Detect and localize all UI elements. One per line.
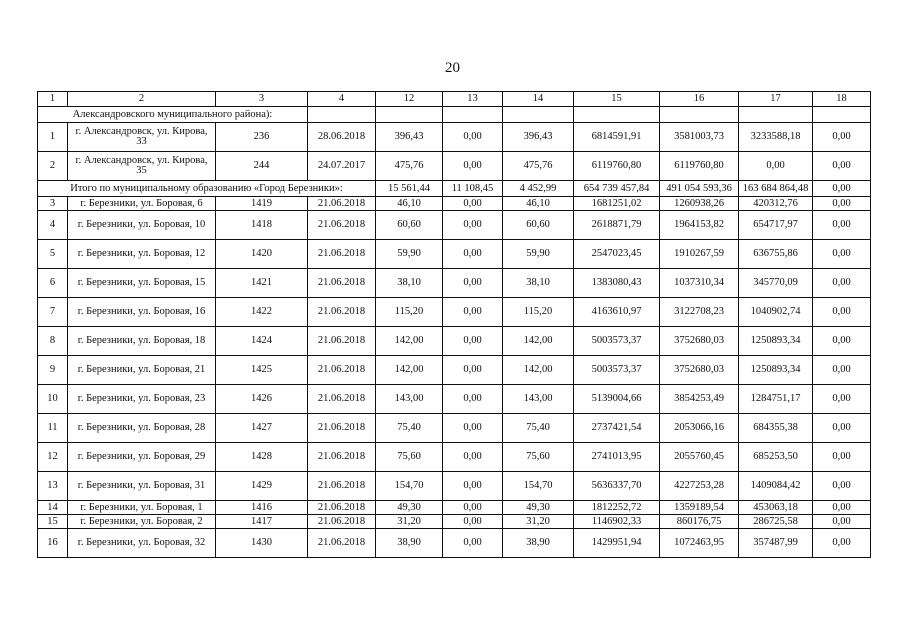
row-number-cell: 8 [38, 327, 68, 356]
value-cell: 0,00 [443, 298, 503, 327]
header-cell: 14 [503, 92, 574, 107]
value-cell: 1072463,95 [660, 529, 739, 558]
value-cell: 21.06.2018 [308, 385, 376, 414]
address-cell: г. Березники, ул. Боровая, 2 [68, 515, 216, 529]
value-cell: 115,20 [503, 298, 574, 327]
header-cell: 12 [376, 92, 443, 107]
value-cell: 0,00 [813, 269, 871, 298]
value-cell: 0,00 [443, 240, 503, 269]
value-cell: 0,00 [443, 443, 503, 472]
value-cell: 0,00 [813, 515, 871, 529]
table-row [38, 515, 871, 529]
address-cell: г. Березники, ул. Боровая, 29 [68, 443, 216, 472]
value-cell: 286725,58 [739, 515, 813, 529]
value-cell: 143,00 [503, 385, 574, 414]
value-cell: 2618871,79 [574, 211, 660, 240]
value-cell: 0,00 [443, 327, 503, 356]
value-cell: 5003573,37 [574, 327, 660, 356]
value-cell: 453063,18 [739, 501, 813, 515]
value-cell: 59,90 [503, 240, 574, 269]
value-cell: 1420 [216, 240, 308, 269]
value-cell: 685253,50 [739, 443, 813, 472]
table-row [38, 529, 871, 558]
row-number-cell: 5 [38, 240, 68, 269]
row-number-cell: 12 [38, 443, 68, 472]
total-value-cell: 0,00 [813, 181, 871, 197]
value-cell: 2737421,54 [574, 414, 660, 443]
value-cell: 5139004,66 [574, 385, 660, 414]
value-cell: 24.07.2017 [308, 152, 376, 181]
value-cell: 38,90 [376, 529, 443, 558]
value-cell: 1418 [216, 211, 308, 240]
value-cell: 21.06.2018 [308, 269, 376, 298]
total-label: Итого по муниципальному образованию «Город Березники»: [38, 181, 376, 197]
header-cell: 2 [68, 92, 216, 107]
header-cell: 18 [813, 92, 871, 107]
value-cell: 0,00 [813, 414, 871, 443]
value-cell: 654717,97 [739, 211, 813, 240]
row-number-cell: 13 [38, 472, 68, 501]
value-cell: 236 [216, 123, 308, 152]
total-value-cell: 11 108,45 [443, 181, 503, 197]
value-cell: 1910267,59 [660, 240, 739, 269]
table-row [38, 414, 871, 443]
value-cell: 46,10 [503, 197, 574, 211]
value-cell: 1419 [216, 197, 308, 211]
row-number-cell: 6 [38, 269, 68, 298]
header-cell: 4 [308, 92, 376, 107]
value-cell: 0,00 [813, 240, 871, 269]
row-number-cell: 11 [38, 414, 68, 443]
value-cell: 21.06.2018 [308, 240, 376, 269]
table-row [38, 443, 871, 472]
value-cell: 1964153,82 [660, 211, 739, 240]
header-cell: 1 [38, 92, 68, 107]
value-cell: 3122708,23 [660, 298, 739, 327]
value-cell: 28.06.2018 [308, 123, 376, 152]
header-cell: 16 [660, 92, 739, 107]
value-cell: 60,60 [376, 211, 443, 240]
row-number-cell: 7 [38, 298, 68, 327]
value-cell: 636755,86 [739, 240, 813, 269]
value-cell: 75,40 [376, 414, 443, 443]
value-cell: 5636337,70 [574, 472, 660, 501]
table-row [38, 269, 871, 298]
value-cell: 0,00 [813, 501, 871, 515]
value-cell: 60,60 [503, 211, 574, 240]
table-row [38, 472, 871, 501]
row-number-cell: 4 [38, 211, 68, 240]
value-cell: 0,00 [443, 152, 503, 181]
address-cell: г. Березники, ул. Боровая, 28 [68, 414, 216, 443]
value-cell: 21.06.2018 [308, 472, 376, 501]
value-cell: 3854253,49 [660, 385, 739, 414]
section-title: Александровского муниципального района): [38, 107, 308, 123]
value-cell: 1812252,72 [574, 501, 660, 515]
value-cell: 860176,75 [660, 515, 739, 529]
row-number-cell: 16 [38, 529, 68, 558]
value-cell: 38,90 [503, 529, 574, 558]
section-title-row [38, 107, 871, 123]
row-number-cell: 9 [38, 356, 68, 385]
value-cell: 1429 [216, 472, 308, 501]
table-row [38, 385, 871, 414]
value-cell: 21.06.2018 [308, 414, 376, 443]
value-cell: 0,00 [443, 123, 503, 152]
value-cell: 0,00 [443, 529, 503, 558]
value-cell: 1425 [216, 356, 308, 385]
value-cell: 142,00 [376, 327, 443, 356]
value-cell: 2547023,45 [574, 240, 660, 269]
value-cell: 1284751,17 [739, 385, 813, 414]
value-cell: 75,40 [503, 414, 574, 443]
value-cell: 75,60 [503, 443, 574, 472]
value-cell: 0,00 [443, 414, 503, 443]
value-cell: 1383080,43 [574, 269, 660, 298]
value-cell: 345770,09 [739, 269, 813, 298]
value-cell: 2055760,45 [660, 443, 739, 472]
value-cell: 0,00 [443, 501, 503, 515]
row-number-cell: 10 [38, 385, 68, 414]
address-cell: г. Березники, ул. Боровая, 6 [68, 197, 216, 211]
address-cell: г. Александровск, ул. Кирова, 33 [68, 123, 216, 152]
value-cell: 21.06.2018 [308, 211, 376, 240]
total-value-cell: 654 739 457,84 [574, 181, 660, 197]
value-cell: 143,00 [376, 385, 443, 414]
value-cell: 142,00 [376, 356, 443, 385]
address-cell: г. Березники, ул. Боровая, 31 [68, 472, 216, 501]
value-cell: 244 [216, 152, 308, 181]
row-number-cell: 15 [38, 515, 68, 529]
address-cell: г. Березники, ул. Боровая, 10 [68, 211, 216, 240]
value-cell: 3752680,03 [660, 356, 739, 385]
value-cell: 1424 [216, 327, 308, 356]
address-cell: г. Березники, ул. Боровая, 21 [68, 356, 216, 385]
address-cell: г. Березники, ул. Боровая, 32 [68, 529, 216, 558]
column-number-header [38, 92, 871, 107]
table-row [38, 123, 871, 152]
value-cell: 0,00 [443, 356, 503, 385]
value-cell: 475,76 [376, 152, 443, 181]
value-cell: 1426 [216, 385, 308, 414]
value-cell: 0,00 [813, 385, 871, 414]
value-cell: 475,76 [503, 152, 574, 181]
value-cell: 1250893,34 [739, 356, 813, 385]
value-cell: 396,43 [503, 123, 574, 152]
value-cell: 31,20 [503, 515, 574, 529]
value-cell: 1429951,94 [574, 529, 660, 558]
address-cell: г. Березники, ул. Боровая, 12 [68, 240, 216, 269]
total-value-cell: 491 054 593,36 [660, 181, 739, 197]
address-cell: г. Березники, ул. Боровая, 1 [68, 501, 216, 515]
page-number: 20 [445, 60, 460, 76]
value-cell: 142,00 [503, 356, 574, 385]
header-cell: 3 [216, 92, 308, 107]
value-cell: 75,60 [376, 443, 443, 472]
total-value-cell: 4 452,99 [503, 181, 574, 197]
value-cell: 1409084,42 [739, 472, 813, 501]
value-cell: 357487,99 [739, 529, 813, 558]
value-cell: 21.06.2018 [308, 515, 376, 529]
value-cell: 21.06.2018 [308, 356, 376, 385]
row-number-cell: 1 [38, 123, 68, 152]
value-cell: 21.06.2018 [308, 197, 376, 211]
value-cell: 0,00 [813, 211, 871, 240]
value-cell: 0,00 [813, 123, 871, 152]
value-cell: 1146902,33 [574, 515, 660, 529]
value-cell: 59,90 [376, 240, 443, 269]
address-cell: г. Березники, ул. Боровая, 15 [68, 269, 216, 298]
value-cell: 1359189,54 [660, 501, 739, 515]
value-cell: 0,00 [813, 152, 871, 181]
value-cell: 0,00 [443, 385, 503, 414]
value-cell: 3752680,03 [660, 327, 739, 356]
table-row [38, 240, 871, 269]
address-cell: г. Березники, ул. Боровая, 18 [68, 327, 216, 356]
value-cell: 38,10 [376, 269, 443, 298]
value-cell: 396,43 [376, 123, 443, 152]
value-cell: 6119760,80 [574, 152, 660, 181]
value-cell: 49,30 [376, 501, 443, 515]
value-cell: 0,00 [443, 269, 503, 298]
table-row [38, 501, 871, 515]
value-cell: 1260938,26 [660, 197, 739, 211]
value-cell: 154,70 [503, 472, 574, 501]
value-cell: 0,00 [443, 211, 503, 240]
value-cell: 4163610,97 [574, 298, 660, 327]
value-cell: 115,20 [376, 298, 443, 327]
value-cell: 2053066,16 [660, 414, 739, 443]
header-cell: 15 [574, 92, 660, 107]
value-cell: 46,10 [376, 197, 443, 211]
value-cell: 1037310,34 [660, 269, 739, 298]
address-cell: г. Березники, ул. Боровая, 23 [68, 385, 216, 414]
value-cell: 2741013,95 [574, 443, 660, 472]
value-cell: 0,00 [443, 472, 503, 501]
value-cell: 154,70 [376, 472, 443, 501]
table-row [38, 152, 871, 181]
value-cell: 6119760,80 [660, 152, 739, 181]
row-number-cell: 14 [38, 501, 68, 515]
value-cell: 0,00 [443, 515, 503, 529]
table-row [38, 356, 871, 385]
header-cell: 17 [739, 92, 813, 107]
address-cell: г. Александровск, ул. Кирова, 35 [68, 152, 216, 181]
total-value-cell: 15 561,44 [376, 181, 443, 197]
value-cell: 1416 [216, 501, 308, 515]
value-cell: 3233588,18 [739, 123, 813, 152]
value-cell: 21.06.2018 [308, 327, 376, 356]
row-number-cell: 2 [38, 152, 68, 181]
value-cell: 21.06.2018 [308, 501, 376, 515]
value-cell: 21.06.2018 [308, 443, 376, 472]
table-row [38, 298, 871, 327]
value-cell: 0,00 [813, 472, 871, 501]
row-number-cell: 3 [38, 197, 68, 211]
value-cell: 420312,76 [739, 197, 813, 211]
register-table [37, 91, 871, 558]
value-cell: 21.06.2018 [308, 298, 376, 327]
value-cell: 4227253,28 [660, 472, 739, 501]
value-cell: 0,00 [813, 298, 871, 327]
value-cell: 0,00 [813, 327, 871, 356]
value-cell: 1417 [216, 515, 308, 529]
value-cell: 38,10 [503, 269, 574, 298]
value-cell: 0,00 [813, 443, 871, 472]
total-value-cell: 163 684 864,48 [739, 181, 813, 197]
total-row [38, 181, 871, 197]
value-cell: 142,00 [503, 327, 574, 356]
value-cell: 0,00 [813, 197, 871, 211]
value-cell: 0,00 [813, 529, 871, 558]
value-cell: 684355,38 [739, 414, 813, 443]
table-row [38, 327, 871, 356]
value-cell: 49,30 [503, 501, 574, 515]
value-cell: 21.06.2018 [308, 529, 376, 558]
value-cell: 1428 [216, 443, 308, 472]
value-cell: 5003573,37 [574, 356, 660, 385]
value-cell: 1681251,02 [574, 197, 660, 211]
value-cell: 31,20 [376, 515, 443, 529]
value-cell: 1250893,34 [739, 327, 813, 356]
value-cell: 1427 [216, 414, 308, 443]
value-cell: 1040902,74 [739, 298, 813, 327]
table-row [38, 211, 871, 240]
value-cell: 1421 [216, 269, 308, 298]
value-cell: 1422 [216, 298, 308, 327]
value-cell: 3581003,73 [660, 123, 739, 152]
table-row [38, 197, 871, 211]
value-cell: 0,00 [739, 152, 813, 181]
address-cell: г. Березники, ул. Боровая, 16 [68, 298, 216, 327]
value-cell: 0,00 [443, 197, 503, 211]
value-cell: 6814591,91 [574, 123, 660, 152]
value-cell: 1430 [216, 529, 308, 558]
header-cell: 13 [443, 92, 503, 107]
value-cell: 0,00 [813, 356, 871, 385]
